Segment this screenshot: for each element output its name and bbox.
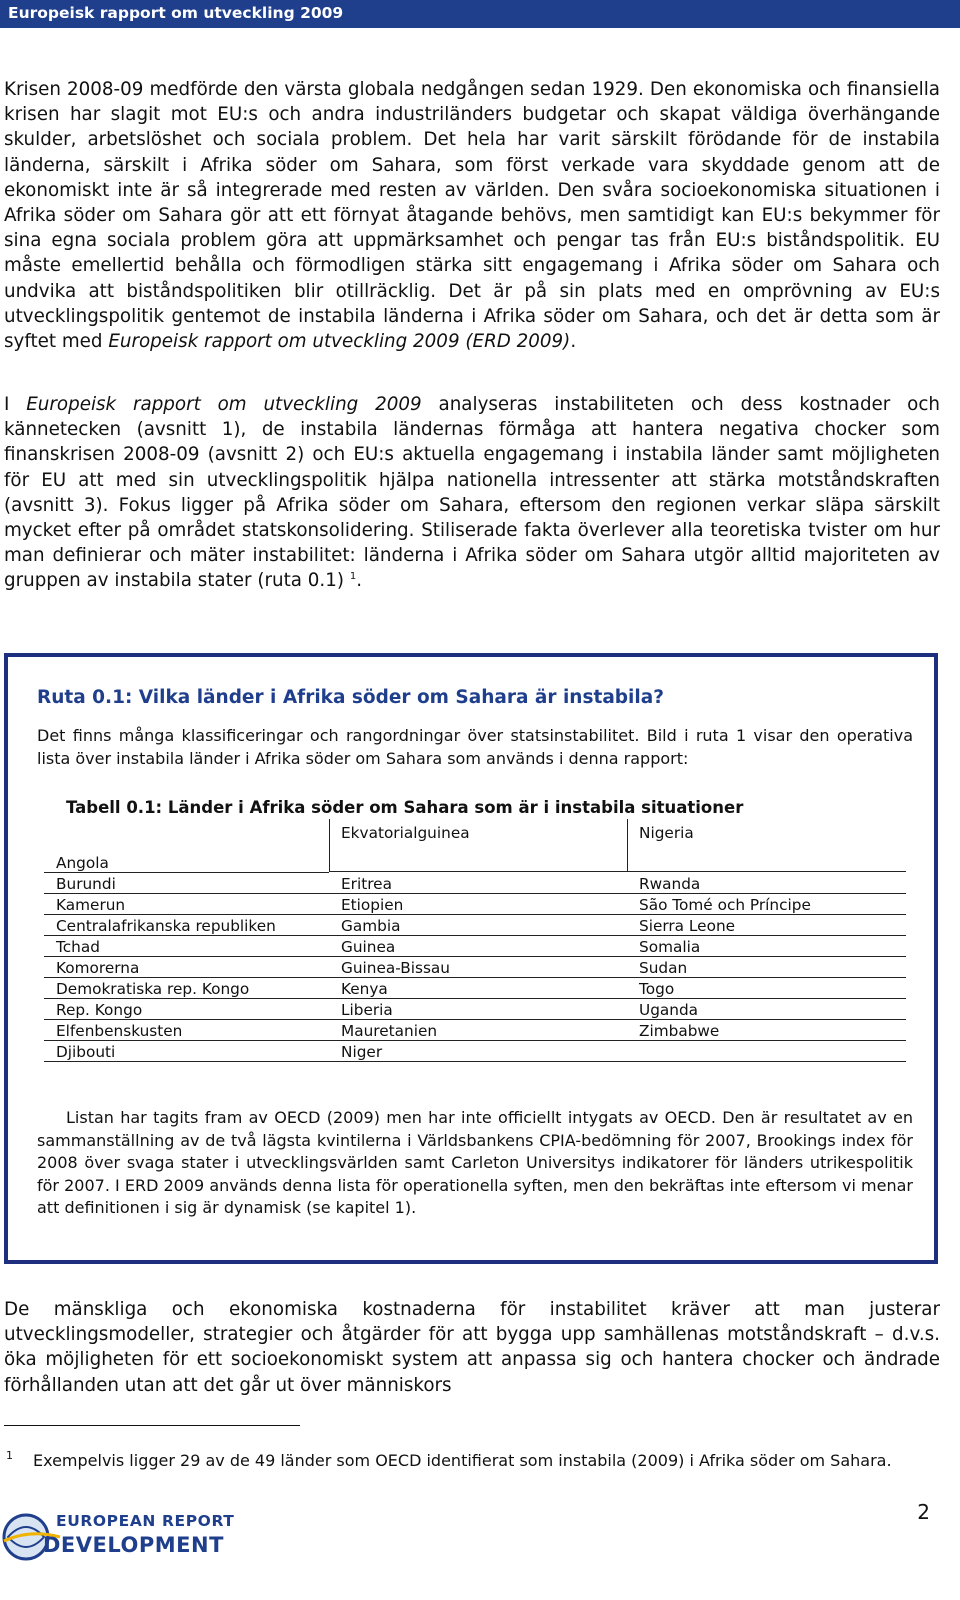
table-rule [44, 872, 329, 873]
table-rule [44, 977, 906, 978]
paragraph-2-end: . [356, 570, 362, 592]
table-cell: Togo [639, 980, 675, 998]
table-cell: Gambia [341, 917, 401, 935]
table-cell: Kenya [341, 980, 388, 998]
table-cell: Eritrea [341, 875, 392, 893]
paragraph-2 [4, 392, 940, 594]
table-cell: Guinea [341, 938, 396, 956]
table-cell: Centralafrikanska republiken [56, 917, 276, 935]
table-cell: Elfenbenskusten [56, 1022, 183, 1040]
table-cell: Tchad [56, 938, 100, 956]
paragraph-1-italic: Europeisk rapport om utveckling 2009 (ERD 2009) [108, 331, 571, 353]
table-cell: Uganda [639, 1001, 699, 1019]
table-cell: Komorerna [56, 959, 140, 977]
table-cell: Mauretanien [341, 1022, 438, 1040]
logo-line1: EUROPEAN REPORT [56, 1512, 235, 1530]
footnote-divider [4, 1425, 300, 1426]
table-cell: São Tomé och Príncipe [639, 896, 811, 914]
table-title: Tabell 0.1: Länder i Afrika söder om Sahara som är i instabila situationer [66, 798, 744, 817]
table-cell: Ekvatorialguinea [341, 824, 470, 842]
table-cell: Nigeria [639, 824, 694, 842]
table-cell: Zimbabwe [639, 1022, 720, 1040]
table-cell: Demokratiska rep. Kongo [56, 980, 250, 998]
footnote-mark: 1 [6, 1449, 13, 1462]
table-cell: Guinea-Bissau [341, 959, 451, 977]
paragraph-2-italic: Europeisk rapport om utveckling 2009 [26, 394, 422, 415]
table-rule [44, 998, 906, 999]
paragraph-2-text: analyseras instabiliteten och dess kostnader och kännetecken (avsnitt 1), de instabila ländernas förmåga att hantera negativa chocker som finanskrisen 2008-09 (avsnitt 2) och EU:s aktuella engagemang i instabila länder samt möjligheten för EU att med sin utvecklingspolitik hjälpa nationella intressenter att stärka motståndskraften (avsnitt 3). Fokus ligger på Afrika söder om Sahara, eftersom den regionen verkar släpa särskilt mycket efter på området statskonsolidering. Stiliserade fakta överlever alla teoretiska tvister om hur man definierar och mäter instabilitet: länderna i Afrika söder om Sahara utgör alltid majoriteten av gruppen av instabila stater (ruta 0.1) [4, 394, 940, 592]
table-rule [44, 935, 906, 936]
table-cell: Burundi [56, 875, 116, 893]
table-cell: Etiopien [341, 896, 404, 914]
header-bar [0, 0, 960, 28]
table-cell: Sudan [639, 959, 688, 977]
box-title: Ruta 0.1: Vilka länder i Afrika söder om Sahara är instabila? [37, 687, 664, 708]
box-footer: Listan har tagits fram av OECD (2009) men har inte officiellt intygats av OECD. Den är resultatet av en sammanställning av de två lägsta kvintilerna i Världsbankens CPIA-bedömning för 2007, Brookings index för 2008 över svaga stater i utvecklingsvärlden samt Carleton Universitys indikatorer för länders utrikespolitik för 2007. I ERD 2009 används denna lista för operationella syften, men den bekräftas inte eftersom vi menar att definitionen i sig är dynamisk (se kapitel 1). [37, 1108, 913, 1217]
table-rule [44, 1040, 906, 1041]
paragraph-2-start: I [4, 394, 27, 415]
paragraph-1-end: . [570, 331, 577, 353]
header-title: Europeisk rapport om utveckling 2009 [8, 4, 344, 22]
table-cell: Somalia [639, 938, 701, 956]
paragraph-3: De mänskliga och ekonomiska kostnaderna för instabilitet kräver att man justerar utvecklingsmodeller, strategier och åtgärder för att bygga upp samhällenas motståndskraft – d.v.s. öka möjligheten för ett socioekonomiskt system att anpassa sig och hantera chocker och ändrade förhållanden utan att det går ut över människors [4, 1299, 940, 1396]
footnote-reference[interactable]: 1 [349, 571, 357, 583]
paragraph-1-text: Krisen 2008-09 medförde den värsta globala nedgången sedan 1929. Den ekonomiska och finansiella krisen har slagit mot EU:s och andra industriländers budgetar och skapat väldiga överhängande skulder, arbetslöshet och sociala problem. Det hela har varit särskilt förödande för de instabila länderna, särskilt i Afrika söder om Sahara, som först verkade vara skyddade genom att de ekonomiskt inte är så integrerade med resten av världen. Den svåra socioekonomiska situationen i Afrika söder om Sahara gör att ett förnyat åtagande behövs, men samtidigt kan EU:s bekymmer för sina egna sociala problem göra att uppmärksamhet och pengar tas från EU:s biståndspolitik. EU måste emellertid behålla och förmodligen stärka sitt engagemang i Afrika söder om Sahara och undvika att biståndspolitiken blir otillräcklig. Det är på sin plats med en omprövning av EU:s utvecklingspolitik gentemot de instabila länderna i Afrika söder om Sahara, och det är detta som är syftet med [4, 79, 940, 353]
table-rule [44, 1061, 906, 1062]
table-cell: Rep. Kongo [56, 1001, 143, 1019]
table-cell: Angola [56, 854, 109, 872]
table-cell: Djibouti [56, 1043, 116, 1061]
table-cell: Liberia [341, 1001, 393, 1019]
table-rule [44, 956, 906, 957]
table-cell: Kamerun [56, 896, 126, 914]
table-rule [44, 914, 906, 915]
page-number: 2 [917, 1500, 930, 1524]
table-rule [44, 1019, 906, 1020]
table-cell: Rwanda [639, 875, 701, 893]
footnote-text: Exempelvis ligger 29 av de 49 länder som OECD identifierat som instabila (2009) i Afrika söder om Sahara. [33, 1451, 892, 1470]
table-col-divider [627, 819, 628, 871]
table-cell: Sierra Leone [639, 917, 736, 935]
paragraph-1 [4, 77, 940, 354]
box-intro: Det finns många klassificeringar och rangordningar över statsinstabilitet. Bild i ruta 1 visar den operativa lista över instabila länder i Afrika söder om Sahara som används i denna rapport: [37, 726, 913, 768]
table-cell: Niger [341, 1043, 383, 1061]
info-box [4, 653, 938, 1264]
table-rule [329, 871, 906, 872]
table-rule [44, 893, 906, 894]
table-col-divider [329, 819, 330, 871]
logo-line2: DEVELOPMENT [43, 1533, 224, 1557]
